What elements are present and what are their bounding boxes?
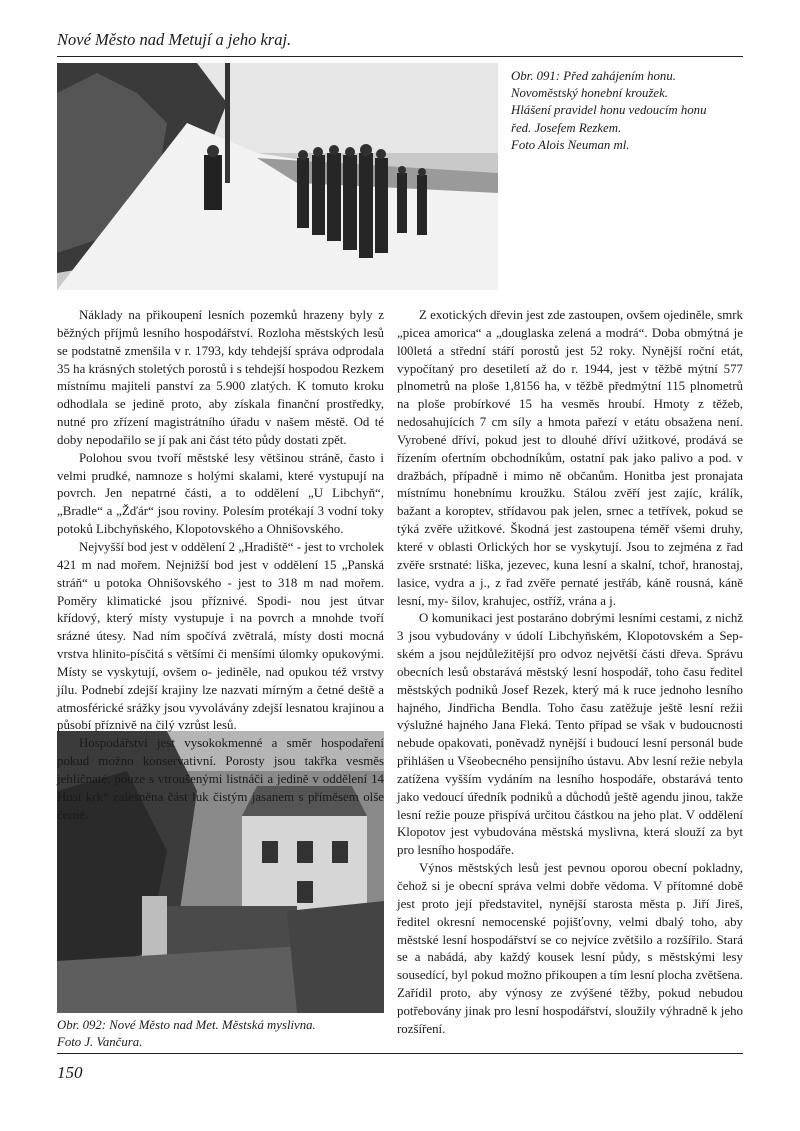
body-column-left	[57, 307, 384, 824]
caption-line: Foto J. Vančura.	[57, 1035, 143, 1050]
photo-gamekeeper-lodge-caption	[57, 1017, 387, 1051]
header-rule	[57, 56, 743, 57]
paragraph: Polohou svou tvoří městské lesy většinou stráně, často i velmi prudké, namnoze s holými skalami, které vystupují na povrch. Jen nepatrné části, a to oddělení „U Libchyň“, „Bradle“ a „Žďár“ jsou roviny. Polesím protékají 3 vodní toky potoků Libchyňského, Klopotovského a Ohnišovského.	[57, 450, 384, 537]
photo-hunting-party-image	[57, 63, 498, 290]
caption-line: Obr. 092: Nové Město nad Met. Městská myslivna.	[57, 1018, 316, 1032]
caption-line: Obr. 091: Před zahájením honu.	[511, 69, 676, 83]
photo-hunting-party-caption	[511, 68, 743, 154]
paragraph: Výnos městských lesů jest pevnou oporou obecní pokladny, čehož si je obecní správa velmi dobře vědoma. V přítomné době jest proto její představitel, nynější starosta města p. Jiří Jireš, ředitel okresní nemocenské pojišťovny, velmi dbalý toho, aby městské lesní hospodářství se co nejvíce zvětšilo a rozšířilo. Stará se a nabádá, aby každý kousek lesní půdy, s městskými lesy sousedící, byl pokud možno přikoupen a tím lesní plocha zvětšena. Zařídil proto, aby výnosy ze zvýšené těžby, pokud nebudou potřebovány jinak pro lesní hospodářství, sloužily výhradně k jeho rozšíření.	[397, 861, 743, 1036]
paragraph: Hospodářství jest vysokokmenné a směr hospodaření pokud možno konservativní. Porosty jsou takřka vesměs jehličnaté, pouze s vtroušenými listnáči a jedině v oddělení 14 Husí krk“ zalesněna část luk čistým jasanem s příměsem olše černé.	[57, 736, 384, 822]
caption-line: Hlášení pravidel honu vedoucím honu	[511, 103, 707, 118]
body-column-right	[397, 307, 743, 1039]
footer-rule	[57, 1053, 743, 1054]
paragraph: O komunikaci jest postaráno dobrými lesními cestami, z nichž 3 jsou vybudovány v údolí Libchyňském, Klopotovském a Sep- ském a jsou nejdůležitější pro odvoz největší části dřeva. Správu obecních lesů obstarává městský lesní hospodář, toho času ředitel městských podniků Josef Rezek, který má k ruce jednoho lesního hajného, Jindřicha Bendla. Toho času zatěžuje ještě lesní režii výslužné hajného Jana Fleká. Tento případ se však v budoucnosti nebude opakovati, poněvadž nynější i budoucí lesní personál bude přihlášen u Všeobecného pensijního ústavu. Abv lesní režie nebyla zatížena vyšším vydáním na lesního hospodáře, obstarává tento jako vedoucí úředník podniků a důchodů ještě agendu jinou, takže lesní režie pouze přispívá určitou částkou na jeho plat. V oddělení Klopotov jest vybudována městská myslivna, která slouží za byt pro lesního hospodáře.	[397, 611, 743, 858]
page-number: 150	[57, 1063, 83, 1082]
running-title: Nové Město nad Metují a jeho kraj.	[57, 30, 292, 49]
photo-hunting-party	[57, 63, 498, 290]
paragraph: Nejvyšší bod jest v oddělení 2 „Hradiště“ - jest to vrcholek 421 m nad mořem. Nejnižší bod jest v oddělení 15 „Panská stráň“ u potoka Ohnišovského - jest to 318 m nad mořem. Poměry klimatické jsou příznivé. Spodi- nou jest útvar křídový, který místy vystupuje i na povrch a mnohde tvoří srázné útesy. Nad ním spočívá zvětralá, místy dosti mocná vrstva hlinito-písčitá s většími či menšími úlomky opukovými. Místy se vyskytují, ovšem o- jediněle, nad opukou též vrstvy jílu. Podnebí zdejší krajiny lze nazvati mírným a četné deště a atmosférické srážky jsou vyvolávány zdejší lesnatou krajinou a působí příznivě na čilý vzrůst lesů.	[57, 539, 384, 733]
caption-line: Foto Alois Neuman ml.	[511, 137, 630, 152]
paragraph: Z exotických dřevin jest zde zastoupen, ovšem ojediněle, smrk „picea amorica“ a „douglaska zelená a modrá“. Doba obmýtná je l00letá a střední stáří porostů jest 52 roky. Nynější roční etát, vypočítaný pro desetiletí až do r. 1944, jest v těžbě mýtní 577 plnometrů na ploše 1,8156 ha, v těžbě předmýtní 115 plnometrů na ploše probírkové 15 ha vesměs hroubí. Hmoty z těžeb, nedosahujících 7 cm síly a hmota pařezí v etátu obsažena není. Vyrobené dříví, pokud jest to dlouhé dříví užitkové, prodává se řízením ofertním obchodníkům, ostatní pak jako palivo a pod. v dražbách, případně i mimo ně občanům. Honitba jest pronajata místnímu honebnímu kroužku. Stálou zvěří jest zajíc, králík, bažant a koroptev, střídavou pak jelen, srnec a tetřívek, pokud se týká zvěře užitkové. Škodná jest zastoupena téměř všemi druhy, které v oblasti Orlických hor se vyskytují. Jsou to zejména z řad zvěře srstnaté: liška, jezevec, kuna lesní a skalní, tchoř, hranostaj, lasice, vydra a j., z řad zvěře pernaté jestřáb, káně rousná, káně lesní, my- šilov, krahujec, ostříž, vrána a j.	[397, 308, 743, 608]
caption-line: Novoměstský honební kroužek.	[511, 86, 668, 101]
paragraph: Náklady na přikoupení lesních pozemků hrazeny byly z běžných příjmů lesního hospodářství. Rozloha městských lesů se podstatně zmenšila v r. 1793, kdy tehdejší správa odprodala 35 ha krásných stoletých porostů i s tehdejší hospodou Rezkem místnímu majiteli panství za 5.900 zlatých. K tomuto kroku odhodlala se jedině proto, aby získala finanční prostředky, nutné pro zřízení magistrátního úřadu v našem městě. Od té doby nepodařilo se jí pak ani část této půdy dostati zpět.	[57, 308, 384, 447]
caption-line: řed. Josefem Rezkem.	[511, 120, 622, 135]
